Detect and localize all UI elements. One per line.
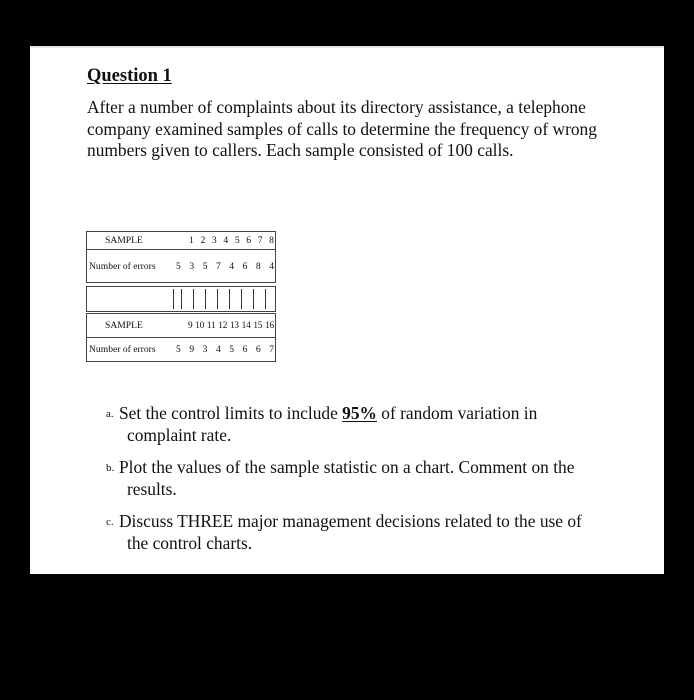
table-cell: 5 (234, 235, 240, 246)
table-cell: 12 (218, 320, 228, 331)
table-cell: 5 (176, 344, 181, 355)
sample-label: SAMPLE (105, 235, 143, 246)
table-cell: 4 (269, 260, 274, 272)
table-cell: 3 (202, 344, 208, 355)
separator-bar (181, 289, 182, 309)
table-cell: 6 (255, 344, 261, 355)
table-row-errors-1 (86, 249, 276, 283)
table-cell: 11 (206, 320, 216, 331)
task-marker: c. (106, 516, 114, 528)
table-cell: 1 (189, 235, 194, 246)
table-cell: 7 (257, 235, 263, 246)
task-item-a (90, 403, 650, 446)
table-cell: 7 (215, 260, 221, 272)
separator-bar (217, 289, 218, 309)
table-cell: 9 (188, 320, 193, 331)
table-cell: 13 (229, 320, 239, 331)
task-item-b (90, 457, 650, 500)
table-cell: 4 (223, 235, 229, 246)
separator-bar (205, 289, 206, 309)
errors-label: Number of errors (89, 260, 156, 272)
table-cell: 5 (229, 344, 235, 355)
table-cell: 15 (253, 320, 263, 331)
task-marker: b. (106, 462, 115, 474)
table-cell: 7 (269, 344, 274, 355)
error-values-1 (175, 261, 275, 272)
page-top-divider (30, 46, 664, 48)
table-cell: 6 (242, 344, 248, 355)
task-text-pre: Plot the values of the sample statistic on a chart. Comment on the results. (119, 457, 575, 499)
task-text-pre: Discuss THREE major management decisions related to the use of the control charts. (119, 511, 582, 553)
task-highlight: 95% (342, 403, 377, 423)
table-cell: 16 (265, 320, 274, 331)
error-values-2 (175, 344, 275, 355)
sample-label: SAMPLE (105, 320, 143, 331)
sample-values-2 (171, 321, 275, 331)
table-cell: 9 (189, 344, 195, 355)
task-text (98, 511, 597, 554)
table-cell: 10 (195, 320, 205, 331)
table-cell: 3 (211, 235, 217, 246)
task-text (98, 403, 597, 446)
task-text-post: of random variation in complaint rate. (127, 403, 538, 445)
task-list (90, 403, 650, 565)
table-cell: 2 (200, 235, 206, 246)
table-separator-row (86, 286, 276, 312)
sample-values-1 (171, 235, 275, 246)
table-row-sample-2 (86, 313, 276, 338)
table-cell: 6 (246, 235, 252, 246)
table-row-sample-1 (86, 231, 276, 250)
separator-bar (241, 289, 242, 309)
table-cell: 3 (189, 260, 195, 272)
table-cell: 8 (269, 235, 274, 246)
error-data-table (86, 231, 278, 367)
table-cell: 6 (242, 260, 248, 272)
separator-bar (193, 289, 194, 309)
separator-bar (265, 289, 266, 309)
task-text-pre: Set the control limits to include (119, 403, 343, 423)
errors-label: Number of errors (89, 344, 156, 355)
table-cell: 4 (229, 260, 235, 272)
task-text (98, 457, 597, 500)
table-cell: 5 (202, 260, 208, 272)
question-intro: After a number of complaints about its directory assistance, a telephone company examined samples of calls to determine the frequency of wrong numbers given to callers. Each sample consisted of 100 calls. (87, 97, 597, 160)
document-page (30, 46, 664, 574)
table-cell: 8 (255, 260, 261, 272)
table-row-errors-2 (86, 337, 276, 362)
task-item-c (90, 511, 650, 554)
table-cell: 5 (176, 260, 181, 272)
question-heading: Question 1 (87, 66, 172, 86)
separator-bar (229, 289, 230, 309)
table-cell: 4 (215, 344, 221, 355)
separator-bar (253, 289, 254, 309)
task-marker: a. (106, 408, 114, 420)
separator-bar (173, 289, 174, 309)
table-cell: 14 (241, 320, 251, 331)
